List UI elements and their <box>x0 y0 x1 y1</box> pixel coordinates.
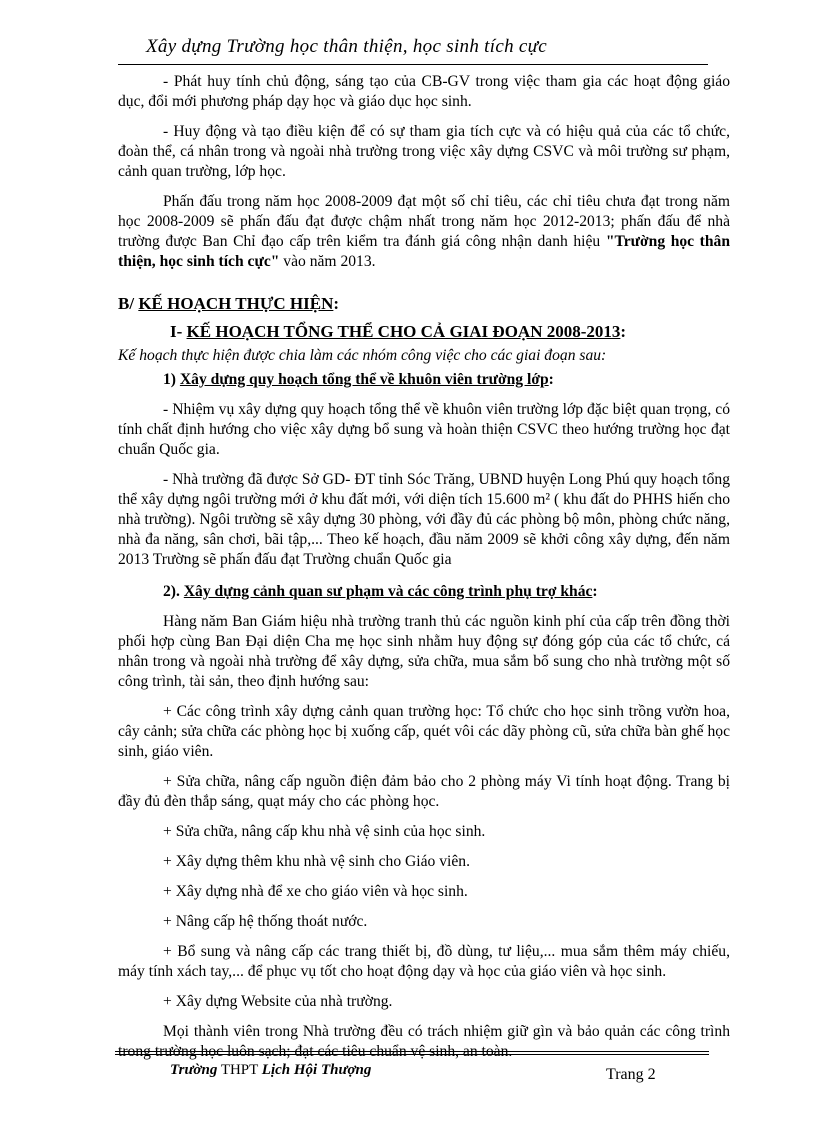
subsection-2-heading <box>118 582 730 602</box>
section-b-title: KẾ HOẠCH THỰC HIỆN <box>138 294 334 313</box>
subsection-2-title: Xây dựng cảnh quan sư phạm và các công trình phụ trợ khác <box>183 583 593 600</box>
list-item: + Các công trình xây dựng cảnh quan trường học: Tổ chức cho học sinh trồng vườn hoa, cây cảnh; sửa chữa các phòng học bị xuống cấp, quét vôi các dãy phòng cũ, sửa chữa bàn ghế học sinh, giáo viên. <box>118 703 730 760</box>
footer-divider-bottom <box>115 1054 709 1055</box>
section-b-suffix: : <box>333 294 340 313</box>
header-title: Xây dựng Trường học thân thiện, học sinh tích cực <box>146 36 548 57</box>
document-body <box>118 72 730 1062</box>
list-item: + Sửa chữa, nâng cấp nguồn điện đảm bảo cho 2 phòng máy Vi tính hoạt động. Trang bị đầy đủ đèn thắp sáng, quạt máy cho các phòng học. <box>118 773 730 810</box>
target-text-before: Phấn đấu trong năm học 2008-2009 đạt một số chỉ tiêu, các chỉ tiêu chưa đạt trong năm học 2008-2009 sẽ phấn đấu đạt được chậm nhất trong năm học 2012-2013; phấn đấu để nhà trường được Ban Chỉ đạo cấp trên kiểm tra đánh giá công nhận danh hiệu <box>118 193 730 250</box>
paragraph: - Nhiệm vụ xây dựng quy hoạch tổng thể về khuôn viên trường lớp đặc biệt quan trọng, có tính chất định hướng cho việc xây dựng bổ sung và hoàn thiện CSVC theo hướng trường học đạt chuẩn Quốc gia. <box>118 401 730 458</box>
paragraph: Hàng năm Ban Giám hiệu nhà trường tranh thủ các nguồn kinh phí của cấp trên đồng thời phối hợp cùng Ban Đại diện Cha mẹ học sinh nhằm huy động sự đóng góp của các tổ chức, cá nhân trong và ngoài nhà trường để xây dựng, sửa chữa, mua sắm bổ sung cho nhà trường một số công trình, tài sản, theo định hướng sau: <box>118 613 730 690</box>
subsection-2-prefix: 2). <box>163 583 184 600</box>
subsection-1-heading <box>118 370 730 390</box>
page-header <box>118 36 708 66</box>
subsection-1-suffix: : <box>548 371 554 388</box>
list-item: + Sửa chữa, nâng cấp khu nhà vệ sinh của học sinh. <box>163 823 486 840</box>
footer-school-word: Trường <box>170 1062 218 1078</box>
target-title-bold: "Trường học thân thiện, học sinh tích cực" <box>118 233 731 270</box>
section-i-suffix: : <box>620 322 627 341</box>
paragraph: - Huy động và tạo điều kiện để có sự tham gia tích cực và có hiệu quả của các tổ chức, đoàn thể, cá nhân trong và ngoài nhà trường trong việc xây dựng CSVC và môi trường sư phạm, cảnh quan trường, lớp học. <box>118 123 730 180</box>
plan-intro: Kế hoạch thực hiện được chia làm các nhóm công việc cho các giai đoạn sau: <box>118 347 607 364</box>
list-item: + Bổ sung và nâng cấp các trang thiết bị, đồ dùng, tư liệu,... mua sắm thêm máy chiếu, máy tính xách tay,... để phục vụ tốt cho hoạt động dạy và học của giáo viên và học sinh. <box>118 943 730 980</box>
section-i-heading <box>118 322 730 342</box>
list-item: + Nâng cấp hệ thống thoát nước. <box>163 913 368 930</box>
target-text-after: vào năm 2013. <box>279 253 376 270</box>
list-item: + Xây dựng thêm khu nhà vệ sinh cho Giáo viên. <box>163 853 470 870</box>
section-b-prefix: B/ <box>118 294 139 313</box>
paragraph: Mọi thành viên trong Nhà trường đều có trách nhiệm giữ gìn và bảo quản các công trình trong trường học luôn sạch; đạt các tiêu chuẩn vệ sinh, an toàn. <box>118 1023 730 1060</box>
footer-school <box>170 1062 371 1079</box>
footer-school-type: THPT <box>220 1062 259 1078</box>
page-number: Trang 2 <box>606 1066 656 1083</box>
list-item: + Xây dựng nhà để xe cho giáo viên và học sinh. <box>163 883 468 900</box>
paragraph: - Nhà trường đã được Sở GD- ĐT tỉnh Sóc Trăng, UBND huyện Long Phú quy hoạch tổng thể xây dựng ngôi trường mới ở khu đất mới, với diện tích 15.600 m² ( khu đất do PHHS hiến cho nhà trường). Ngôi trường sẽ xây dựng 30 phòng, với đầy đủ các phòng bộ môn, phòng chức năng, nhà đa năng, sân chơi, bãi tập,... Theo kế hoạch, đầu năm 2009 sẽ khởi công xây dựng, đến năm 2013 Trường sẽ phấn đấu đạt Trường chuẩn Quốc gia <box>118 471 730 568</box>
section-i-title: KẾ HOẠCH TỔNG THỂ CHO CẢ GIAI ĐOẠN 2008-2013 <box>186 322 621 341</box>
target-paragraph <box>118 192 730 272</box>
footer-divider-top <box>115 1051 709 1052</box>
section-i-prefix: I- <box>170 322 187 341</box>
paragraph: - Phát huy tính chủ động, sáng tạo của CB-GV trong việc tham gia các hoạt động giáo dục, đổi mới phương pháp dạy học và giáo dục học sinh. <box>118 73 730 110</box>
section-b-heading <box>118 294 730 314</box>
subsection-1-prefix: 1) <box>163 371 180 388</box>
subsection-2-suffix: : <box>592 583 598 600</box>
footer-school-name: Lịch Hội Thượng <box>261 1062 372 1078</box>
list-item: + Xây dựng Website của nhà trường. <box>163 993 393 1010</box>
header-divider <box>118 64 708 65</box>
subsection-1-title: Xây dựng quy hoạch tổng thể về khuôn viên trường lớp <box>179 371 549 388</box>
